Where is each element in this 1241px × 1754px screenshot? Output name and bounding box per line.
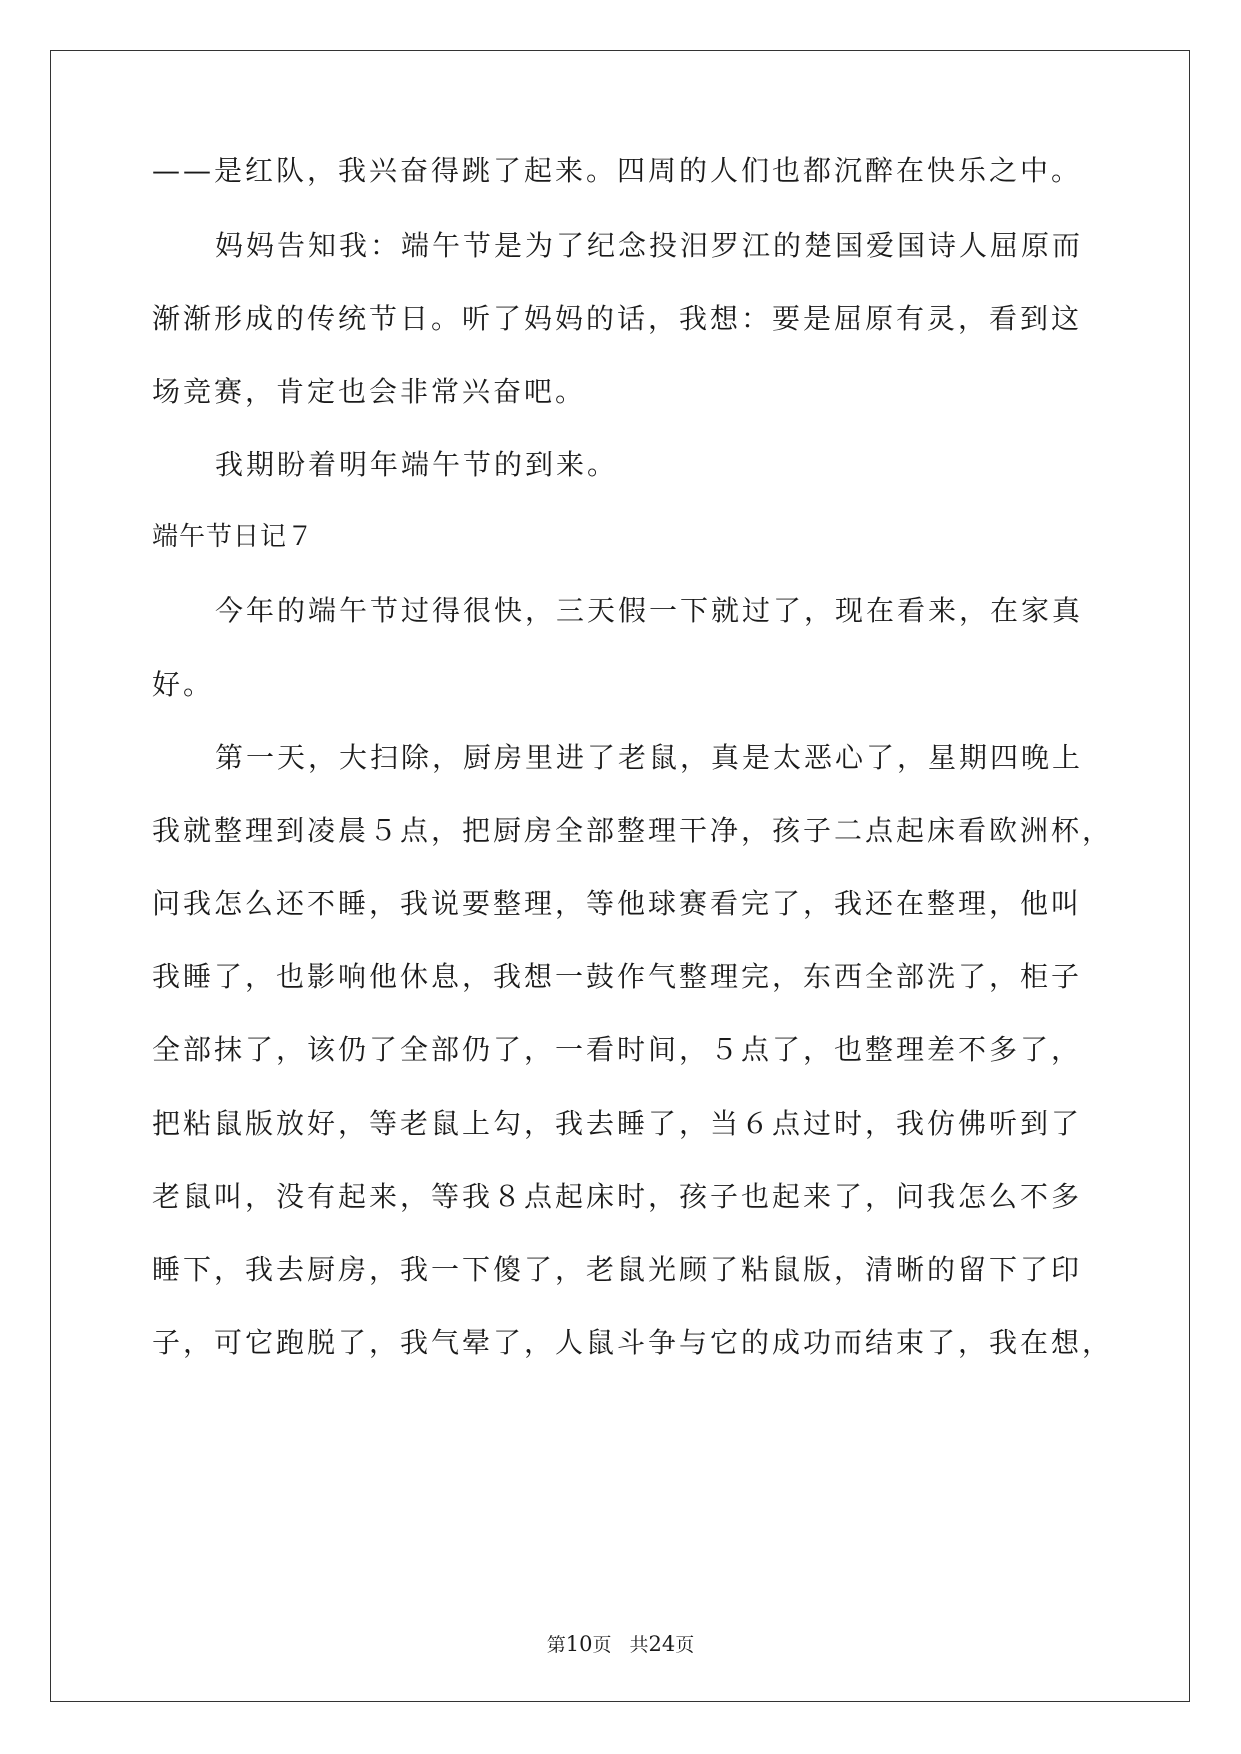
text-line: 好。 [152,668,215,701]
text-line: 妈妈告知我：端午节是为了纪念投汨罗江的楚国爱国诗人屈原而 [215,229,1084,262]
text-line: 子，可它跑脱了，我气晕了，人鼠斗争与它的成功而结束了，我在想， [152,1326,1114,1359]
text-line: 睡下，我去厨房，我一下傻了，老鼠光顾了粘鼠版，清晰的留下了印 [152,1253,1083,1286]
page-prefix: 第 [546,1634,566,1656]
page-suffix: 页 [592,1634,612,1656]
text-line: ——是红队，我兴奋得跳了起来。四周的人们也都沉醉在快乐之中。 [152,154,1083,187]
text-line: 场竞赛，肯定也会非常兴奋吧。 [152,375,587,408]
text-line: 把粘鼠版放好，等老鼠上勾，我去睡了，当６点过时，我仿佛听到了 [152,1107,1083,1140]
total-pages-number: 24 [648,1632,676,1656]
total-prefix: 共 [629,1634,649,1656]
text-line: 全部抹了，该仍了全部仍了，一看时间，５点了，也整理差不多了， [152,1033,1083,1066]
section-heading: 端午节日记７ [152,522,315,552]
current-page-number: 10 [565,1632,593,1656]
total-suffix: 页 [675,1634,695,1656]
text-line: 渐渐形成的传统节日。听了妈妈的话，我想：要是屈原有灵，看到这 [152,302,1083,335]
text-line: 我睡了，也影响他休息，我想一鼓作气整理完，东西全部洗了，柜子 [152,960,1083,993]
text-line: 老鼠叫，没有起来，等我８点起床时，孩子也起来了，问我怎么不多 [152,1180,1083,1213]
text-line: 第一天，大扫除，厨房里进了老鼠，真是太恶心了，星期四晚上 [215,741,1084,774]
page-border [50,50,1190,1702]
text-line: 我期盼着明年端午节的到来。 [215,448,619,481]
page-footer [0,1630,1241,1657]
text-line: 问我怎么还不睡，我说要整理，等他球赛看完了，我还在整理，他叫 [152,887,1083,920]
text-line: 我就整理到凌晨５点，把厨房全部整理干净，孩子二点起床看欧洲杯， [152,814,1114,847]
text-line: 今年的端午节过得很快，三天假一下就过了，现在看来，在家真 [215,594,1084,627]
